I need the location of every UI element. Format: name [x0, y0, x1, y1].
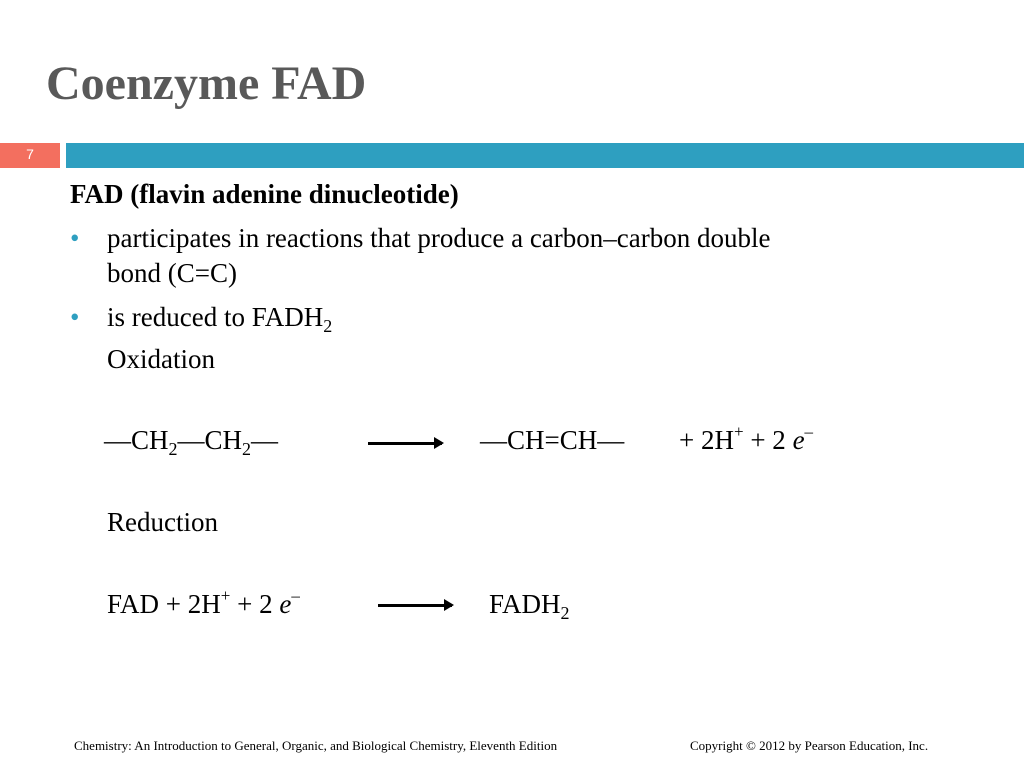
bullet-2-text: is reduced to FADH [107, 302, 324, 332]
slide-title: Coenzyme FAD [46, 57, 367, 110]
bullet-2 [107, 301, 333, 336]
bullet-1-line-2: bond (C=C) [107, 258, 237, 288]
footer-book-title: Chemistry: An Introduction to General, Organic, and Biological Chemistry, Eleventh Edition [74, 738, 558, 753]
oxidation-arrow [368, 442, 442, 445]
bullet-1-line-1: participates in reactions that produce a carbon–carbon double [107, 223, 771, 253]
fad-heading: FAD (flavin adenine dinucleotide) [70, 179, 459, 209]
oxidation-label: Oxidation [107, 344, 215, 374]
bullet-marker: • [70, 223, 80, 253]
oxidation-reactant: $—CH_2—CH_2—$ [104, 425, 279, 459]
oxidation-byproducts: + 2H+ + 2 e– [679, 422, 814, 455]
reduction-reactants: FAD + 2H+ + 2 e– [107, 586, 300, 619]
footer-copyright: Copyright © 2012 by Pearson Education, Inc. [690, 738, 929, 753]
reduction-arrow [378, 604, 452, 607]
slide-number: 7 [26, 146, 34, 162]
oxidation-product: —CH=CH— [480, 425, 625, 455]
bullet-marker: • [70, 302, 80, 332]
reduction-product: $FADH_2$ [489, 589, 570, 623]
bullet-2-subscript: 2 [323, 316, 333, 336]
title-divider-bar [66, 143, 1024, 168]
reduction-label: Reduction [107, 507, 218, 537]
